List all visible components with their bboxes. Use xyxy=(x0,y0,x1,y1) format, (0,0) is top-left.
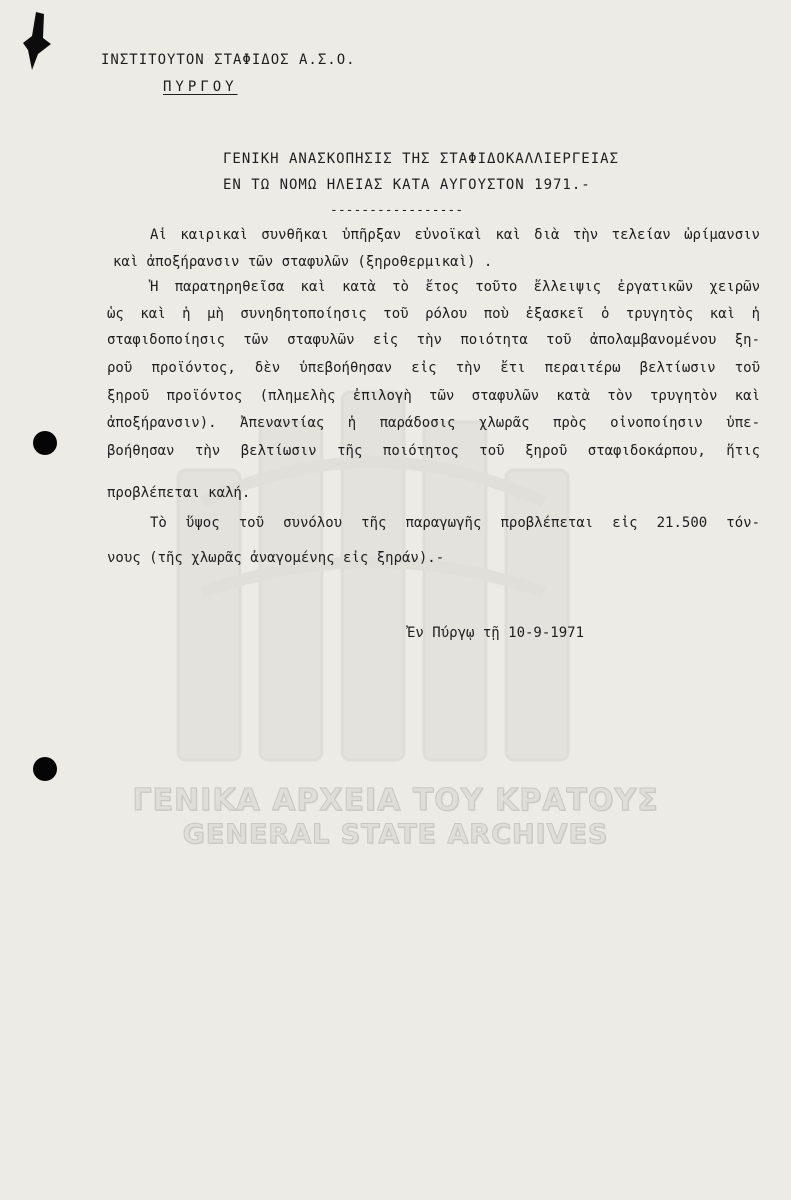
paragraph-2-line-6: ἀποξήρανσιν). Ἀπεναντίας ἡ παράδοσις χλωρᾶς πρὸς οἰνοποίησιν ὑπε- xyxy=(107,415,760,431)
watermark-greek: ΓΕΝΙΚΑ ΑΡΧΕΙΑ ΤΟΥ ΚΡΑΤΟΥΣ xyxy=(132,783,659,818)
city-name: ΠΥΡΓΟΥ xyxy=(163,79,238,95)
punch-hole-bottom xyxy=(33,757,57,781)
corner-tear-mark xyxy=(22,10,52,72)
paragraph-2-line-4: ροῦ προϊόντος, δὲν ὑπεβοήθησαν εἰς τὴν ἔτι περαιτέρω βελτίωσιν τοῦ xyxy=(107,360,760,376)
paragraph-2-line-8: προβλέπεται καλή. xyxy=(107,485,251,501)
paragraph-2-line-7: βοήθησαν τὴν βελτίωσιν τῆς ποιότητος τοῦ ξηροῦ σταφιδοκάρπου, ἥτις xyxy=(107,443,760,459)
title-line-1: ΓΕΝΙΚΗ ΑΝΑΣΚΟΠΗΣΙΣ ΤΗΣ ΣΤΑΦΙΔΟΚΑΛΛΙΕΡΓΕΙΑΣ xyxy=(223,151,620,167)
paragraph-1-line-2: καὶ ἀποξήρανσιν τῶν σταφυλῶν (ξηροθερμικαὶ) . xyxy=(113,254,493,270)
paragraph-3-line-1: Τὸ ὕψος τοῦ συνόλου τῆς παραγωγῆς προβλέπεται εἰς 21.500 τόν- xyxy=(150,515,760,531)
watermark-english: GENERAL STATE ARCHIVES xyxy=(182,819,609,850)
place-and-date: Ἐν Πύργῳ τῇ 10-9-1971 xyxy=(407,625,585,641)
paragraph-2-line-3: σταφιδοποίησις τῶν σταφυλῶν εἰς τὴν ποιότητα τοῦ ἀπολαμβανομένου ξη- xyxy=(107,332,760,348)
paragraph-1-line-1: Αἱ καιρικαὶ συνθῆκαι ὑπῆρξαν εὐνοϊκαὶ καὶ διὰ τὴν τελείαν ὡρίμανσιν xyxy=(150,227,760,243)
archive-logo-watermark xyxy=(162,382,612,772)
paragraph-2-line-5: ξηροῦ προϊόντος (πλημελὴς ἐπιλογὴ τῶν σταφυλῶν κατὰ τὸν τρυγητὸν καὶ xyxy=(107,388,760,404)
paragraph-2-line-2: ὡς καὶ ἡ μὴ συνηδητοποίησις τοῦ ρόλου ποὺ ἐξασκεῖ ὁ τρυγητὸς καὶ ἡ xyxy=(107,306,760,322)
paragraph-2-line-1: Ἡ παρατηρηθεῖσα καὶ κατὰ τὸ ἔτος τοῦτο ἔλλειψις ἐργατικῶν χειρῶν xyxy=(150,279,760,295)
punch-hole-top xyxy=(33,431,57,455)
title-underline-rule: ----------------- xyxy=(330,203,464,218)
paragraph-3-line-2: νους (τῆς χλωρᾶς ἀναγομένης εἰς ξηράν).- xyxy=(107,550,445,566)
institute-name: ΙΝΣΤΙΤΟΥΤΟΝ ΣΤΑΦΙΔΟΣ Α.Σ.Ο. xyxy=(101,52,356,68)
title-line-2: ΕΝ ΤΩ ΝΟΜΩ ΗΛΕΙΑΣ ΚΑΤΑ ΑΥΓΟΥΣΤΟΝ 1971.- xyxy=(223,177,591,193)
